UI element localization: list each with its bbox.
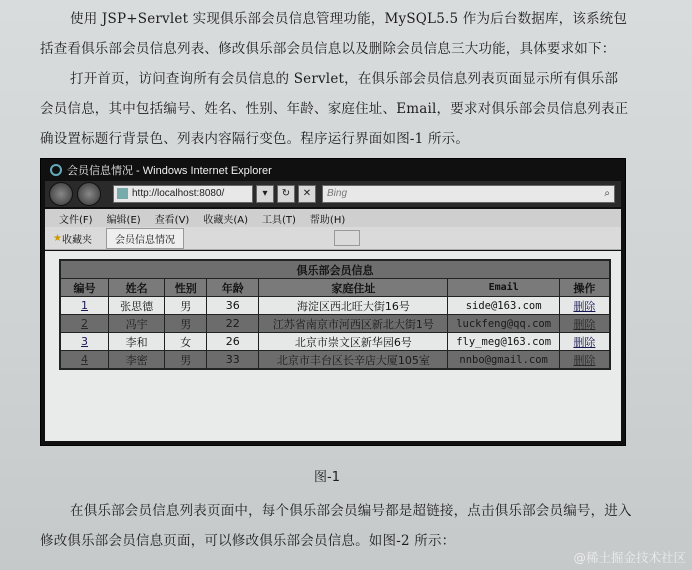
new-tab-button[interactable] [334,230,360,246]
table-row [60,351,610,370]
header-email: Email [448,279,559,297]
member-address: 海淀区西北旺大街16号 [259,297,448,315]
header-age: 年龄 [207,279,259,297]
member-age: 26 [207,333,259,351]
figure-label: 图-1 [314,470,340,485]
member-gender: 女 [165,333,207,351]
header-id: 编号 [60,279,109,297]
header-name: 姓名 [109,279,165,297]
member-address: 北京市丰台区长辛店大厦105室 [259,351,448,370]
member-name: 李和 [109,333,165,351]
dropdown-arrow-icon[interactable]: ▾ [256,185,274,203]
ie-icon [50,164,62,176]
member-id-link[interactable]: 2 [81,317,89,330]
address-text: http://localhost:8080/ [132,188,225,199]
menu-edit[interactable]: 编辑(E) [106,214,141,226]
member-id-link[interactable]: 3 [81,335,89,348]
member-email: nnbo@gmail.com [448,351,559,370]
edit-line-2: 修改俱乐部会员信息页面，可以修改俱乐部会员信息。如图-2 所示： [40,533,456,549]
window-titlebar [45,161,621,179]
member-id-link[interactable]: 1 [81,299,89,312]
stop-icon[interactable]: ✕ [298,185,316,203]
page-content [45,251,621,441]
member-address: 北京市崇文区新华园6号 [259,333,448,351]
menu-tools[interactable]: 工具(T) [262,214,296,226]
member-age: 33 [207,351,259,370]
table-caption: 俱乐部会员信息 [60,260,610,279]
requirement-line-1: 打开首页，访问查询所有会员信息的 Servlet，在俱乐部会员信息列表页面显示所有俱乐部 [70,71,619,87]
table-row [60,297,610,315]
member-id-link[interactable]: 4 [81,353,89,366]
header-gender: 性别 [165,279,207,297]
intro-line-2: 括查看俱乐部会员信息列表、修改俱乐部会员信息以及删除会员信息三大功能，具体要求如下： [40,41,616,57]
member-name: 李密 [109,351,165,370]
intro-line-1: 使用 JSP+Servlet 实现俱乐部会员信息管理功能，MySQL5.5 作为后台数据库，该系统包 [70,11,628,27]
browser-screenshot [40,158,626,446]
member-email: fly_meg@163.com [448,333,559,351]
member-address: 江苏省南京市河西区新北大街1号 [259,315,448,333]
member-email: side@163.com [448,297,559,315]
member-gender: 男 [165,297,207,315]
edit-line-1: 在俱乐部会员信息列表页面中，每个俱乐部会员编号都是超链接，点击俱乐部会员编号，进入 [70,503,632,519]
delete-link[interactable]: 删除 [573,299,596,313]
star-icon: ★ [53,232,62,244]
member-name: 张思德 [109,297,165,315]
member-gender: 男 [165,351,207,370]
delete-link[interactable]: 删除 [573,317,596,331]
menu-view[interactable]: 查看(V) [154,214,190,226]
member-name: 冯宇 [109,315,165,333]
favorites-button[interactable]: 收藏夹 [61,234,92,246]
tab-member-info[interactable]: 会员信息情况 [106,228,184,249]
header-address: 家庭住址 [259,279,448,297]
search-placeholder: Bing [327,188,348,199]
favorites-bar [45,227,621,250]
edit-paragraph [40,496,650,556]
forward-button[interactable] [77,182,101,206]
requirement-line-2: 会员信息，其中包括编号、姓名、性别、年龄、家庭住址、Email，要求对俱乐部会员信息列表正 [40,101,629,117]
refresh-icon[interactable]: ↻ [277,185,295,203]
search-box[interactable] [322,185,615,203]
delete-link[interactable]: 删除 [573,353,596,367]
member-gender: 男 [165,315,207,333]
page-icon [117,188,128,199]
window-title: 会员信息情况 - Windows Internet Explorer [67,165,272,177]
requirement-line-3: 确设置标题行背景色、列表内容隔行变色。程序运行界面如图-1 所示。 [40,131,470,147]
delete-link[interactable]: 删除 [573,335,596,349]
table-row [60,315,610,333]
back-button[interactable] [49,182,73,206]
member-age: 36 [207,297,259,315]
menu-file[interactable]: 文件(F) [59,214,93,226]
table-header-row [60,279,610,297]
navigation-bar [45,181,621,207]
member-table [59,259,611,370]
member-age: 22 [207,315,259,333]
header-action: 操作 [559,279,610,297]
requirement-paragraph [40,64,650,154]
menu-bar [45,209,621,227]
watermark: @稀土掘金技术社区 [573,550,686,565]
address-bar[interactable] [113,185,253,203]
menu-favorites[interactable]: 收藏夹(A) [203,214,248,226]
intro-paragraph [40,4,650,64]
table-row [60,333,610,351]
search-icon[interactable]: ⌕ [604,188,610,199]
menu-help[interactable]: 帮助(H) [309,214,346,226]
member-email: luckfeng@qq.com [448,315,559,333]
